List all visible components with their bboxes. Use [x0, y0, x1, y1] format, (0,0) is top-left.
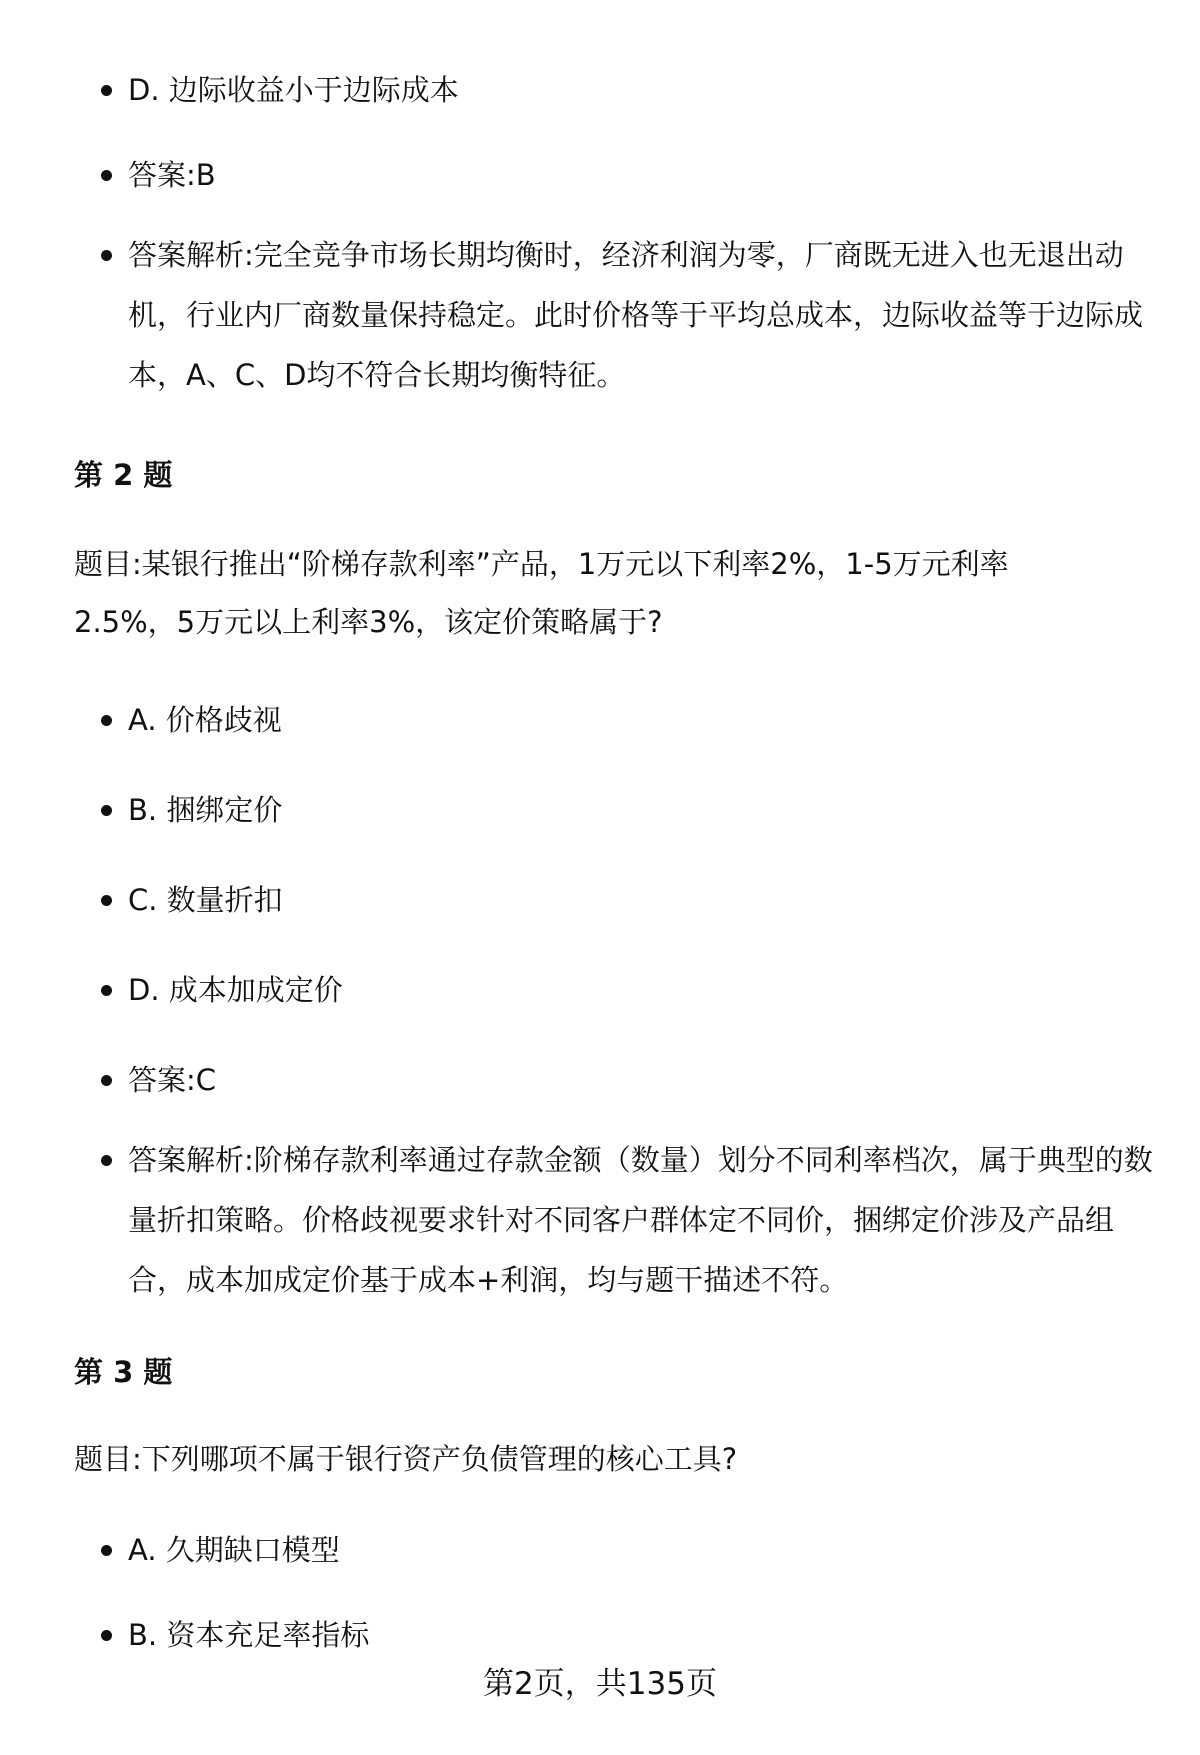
page-indicator: 第2页，共135页: [483, 1666, 717, 1702]
q2-option-d: D. 成本加成定价: [128, 960, 1158, 1020]
q2-analysis: 答案解析:阶梯存款利率通过存款金额（数量）划分不同利率档次，属于典型的数量折扣策略。价格歧视要求针对不同客户群体定不同价，捆绑定价涉及产品组合，成本加成定价基于成本+利润，均与题干描述不符。: [128, 1130, 1158, 1310]
q3-stem: 题目:下列哪项不属于银行资产负债管理的核心工具?: [74, 1442, 738, 1476]
q2-stem: 题目:某银行推出“阶梯存款利率”产品，1万元以下利率2%，1-5万元利率2.5%，5万元以上利率3%，该定价策略属于?: [74, 547, 1009, 639]
q3-heading: 第 3 题: [74, 1355, 173, 1389]
q2-option-c: C. 数量折扣: [128, 870, 1158, 930]
q1-option-d: D. 边际收益小于边际成本: [128, 60, 1158, 120]
q2-answer: 答案:C: [128, 1050, 1158, 1110]
q2-option-a: A. 价格歧视: [128, 690, 1158, 750]
q2-option-b: B. 捆绑定价: [128, 780, 1158, 840]
q1-analysis: 答案解析:完全竞争市场长期均衡时，经济利润为零，厂商既无进入也无退出动机，行业内厂商数量保持稳定。此时价格等于平均总成本，边际收益等于边际成本，A、C、D均不符合长期均衡特征。: [128, 225, 1158, 405]
q1-answer: 答案:B: [128, 145, 1158, 205]
q3-option-b: B. 资本充足率指标: [128, 1605, 1158, 1665]
q3-option-a: A. 久期缺口模型: [128, 1520, 1158, 1580]
q2-heading: 第 2 题: [74, 458, 173, 492]
